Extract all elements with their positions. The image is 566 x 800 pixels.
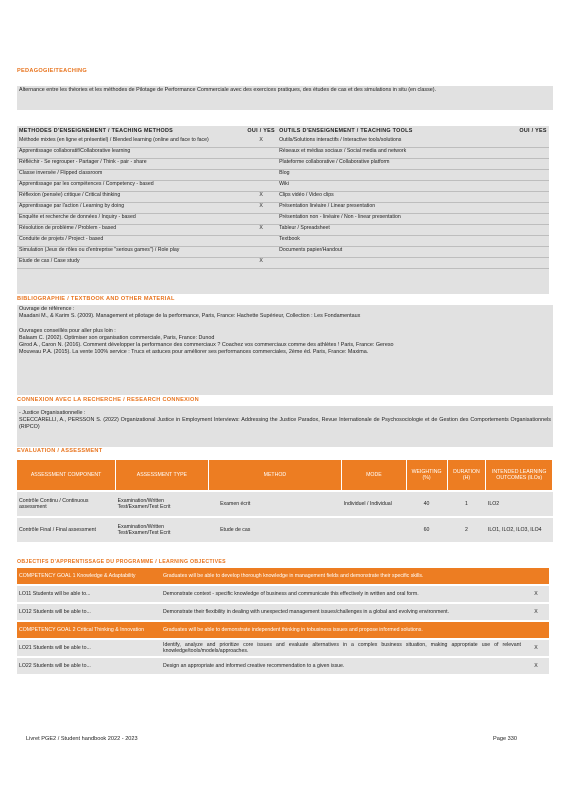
evaluation-block xyxy=(17,460,553,542)
methods-col-header: METHODES D'ENSEIGNEMENT / TEACHING METHODS xyxy=(19,128,174,134)
eval-header: ASSESSMENT TYPE xyxy=(116,460,208,491)
eval-method: Examen écrit xyxy=(208,491,342,517)
eval-component: Contrôle Final / Final assessment xyxy=(17,517,116,542)
eval-header: DURATION (H) xyxy=(447,460,486,491)
tools-yes-header: OUI / YES xyxy=(519,128,547,134)
eval-type: Examination/Written Test/Examen/Test Ecrit xyxy=(116,517,208,542)
objectives-block xyxy=(17,566,549,674)
biblio-adv2: Girod A., Caron N. (2016). Comment développer la performance des commerciaux ? Coachez vos commerciaux comme des athlètes ! Paris, France: Gereso xyxy=(19,341,394,348)
method-cell: Enquête et recherche de données / Inquiry - based xyxy=(17,213,245,224)
tool-yes-cell xyxy=(517,235,549,246)
table-row xyxy=(17,517,553,542)
objective-label: COMPETENCY GOAL 1 Knowledge & Adaptability xyxy=(17,567,161,585)
method-yes-cell xyxy=(245,235,277,246)
table-row xyxy=(17,224,549,235)
tool-yes-cell xyxy=(517,137,549,148)
research-heading: CONNEXION AVEC LA RECHERCHE / RESEARCH CONNEXION xyxy=(17,397,200,403)
method-yes-cell xyxy=(245,158,277,169)
objectives-table xyxy=(17,566,549,674)
evaluation-heading: EVALUATION / ASSESSMENT xyxy=(17,448,103,454)
methods-yes-header: OUI / YES xyxy=(247,128,275,134)
eval-header: MODE xyxy=(342,460,406,491)
eval-header: METHOD xyxy=(208,460,342,491)
method-cell: Simulation (Jeux de rôles ou d'entreprise "serious games") / Role play xyxy=(17,246,245,257)
method-cell: Conduite de projets / Project - based xyxy=(17,235,245,246)
objective-text: Identify, analyze and prioritize core issues and evaluate alternatives in a complex business situation, making appropriate use of relevant knowledge/tools/models/approaches. xyxy=(161,639,523,657)
eval-duration: 2 xyxy=(447,517,486,542)
tool-cell: Wiki xyxy=(277,180,517,191)
tools-col-header: OUTILS D'ENSEIGNEMENT / TEACHING TOOLS xyxy=(279,128,413,134)
biblio-adv-label: Ouvrages conseillés pour aller plus loin : xyxy=(19,327,116,334)
eval-mode xyxy=(342,517,406,542)
table-row xyxy=(17,491,553,517)
tool-cell: Plateforme collaborative / Collaborative platform xyxy=(277,158,517,169)
method-cell: Résolution de problème / Problem - based xyxy=(17,224,245,235)
page-number: Page 330 xyxy=(493,736,517,742)
objectives-heading: OBJECTIFS D'APPRENTISSAGE DU PROGRAMME / LEARNING OBJECTIVES xyxy=(17,559,226,565)
tool-cell: Clips vidéo / Video clips xyxy=(277,191,517,202)
method-yes-cell: X xyxy=(245,137,277,148)
competency-goal-row xyxy=(17,621,549,639)
tool-cell: Blog xyxy=(277,169,517,180)
objective-label: LO22 Students will be able to... xyxy=(17,657,161,674)
tool-cell: Tableur / Spreadsheet xyxy=(277,224,517,235)
method-cell: Apprentissage collaboratif/Collaborative learning xyxy=(17,147,245,158)
table-row xyxy=(17,180,549,191)
biblio-ref-label: Ouvrage de référence : xyxy=(19,306,75,312)
tool-cell: Présentation non - linéaire / Non - linear presentation xyxy=(277,213,517,224)
tool-yes-cell xyxy=(517,169,549,180)
competency-goal-row xyxy=(17,567,549,585)
tool-cell: Documents papier/Handout xyxy=(277,246,517,257)
method-yes-cell: X xyxy=(245,224,277,235)
tool-yes-cell xyxy=(517,147,549,158)
method-cell: Méthode mixtes (en ligne et présentiel) / Blended learning (online and face to face) xyxy=(17,137,245,148)
research-text: SCECCARELLI, A., PERSSON S. (2022) Organizational Justice in Employment Interviews: Addressing the Justice Paradox, Revue Internationale de Psychosociologie et de Gestion des Comportements Organisationnels (RIPCO) xyxy=(19,416,551,430)
biblio-ref: Maadani M., & Karim S. (2009). Management et pilotage de la performance, Paris, France: Hachette Supérieur, Collection : Les Fondamentaux xyxy=(19,312,361,319)
eval-duration: 1 xyxy=(447,491,486,517)
objective-text: Graduates will be able to develop thorough knowledge in management fields and demonstrate their specific skills. xyxy=(161,567,523,585)
objective-mark: X xyxy=(523,639,549,657)
table-row xyxy=(17,169,549,180)
method-yes-cell: X xyxy=(245,257,277,268)
table-row xyxy=(17,191,549,202)
objective-label: LO12 Students will be able to... xyxy=(17,603,161,621)
eval-header: WEIGHTING (%) xyxy=(406,460,447,491)
tool-cell: Textbook xyxy=(277,235,517,246)
eval-header: ASSESSMENT COMPONENT xyxy=(17,460,116,491)
learning-objective-row xyxy=(17,639,549,657)
learning-objective-row xyxy=(17,585,549,603)
method-yes-cell xyxy=(245,169,277,180)
method-yes-cell xyxy=(245,147,277,158)
research-label: - Justice Organisationnelle : xyxy=(19,410,86,416)
pedagogy-heading: PEDAGOGIE/TEACHING xyxy=(17,68,88,74)
eval-type: Examination/Written Test/Examen/Test Ecrit xyxy=(116,491,208,517)
objective-mark xyxy=(523,567,549,585)
pedagogy-text: Alternance entre les théories et les méthodes de Pilotage de Performance Commerciale avec des exercices pratiques, des études de cas et des simulations in situ (en classe). xyxy=(19,87,437,93)
evaluation-table xyxy=(17,460,553,542)
method-cell: Réflexion (pensée) critique / Critical thinking xyxy=(17,191,245,202)
tool-yes-cell xyxy=(517,246,549,257)
pedagogy-block xyxy=(17,86,553,110)
method-yes-cell xyxy=(245,180,277,191)
eval-weight: 40 xyxy=(406,491,447,517)
objective-mark: X xyxy=(523,603,549,621)
table-row xyxy=(17,147,549,158)
eval-mode: Individuel / Individual xyxy=(342,491,406,517)
eval-weight: 60 xyxy=(406,517,447,542)
table-row xyxy=(17,257,549,268)
objective-text: Design an appropriate and informed creative recommendation to a given issue. xyxy=(161,657,523,674)
objective-mark: X xyxy=(523,585,549,603)
method-cell: Apprentissage par l'action / Learning by doing xyxy=(17,202,245,213)
table-row xyxy=(17,246,549,257)
biblio-block xyxy=(17,305,553,395)
table-row xyxy=(17,158,549,169)
research-block xyxy=(17,406,553,447)
eval-component: Contrôle Continu / Continuous assessment xyxy=(17,491,116,517)
method-yes-cell xyxy=(245,213,277,224)
method-yes-cell: X xyxy=(245,191,277,202)
tool-cell: Outils/Solutions interactifs / Interactive tools/solutions xyxy=(277,137,517,148)
tool-cell: Réseaux et médias sociaux / Social media and network xyxy=(277,147,517,158)
biblio-adv3: Mouveau P.A. (2015). La vente 100% service : Trucs et astuces pour améliorer ses performances commerciales, 2ème éd. Paris, France: Maxima. xyxy=(19,348,369,355)
method-yes-cell: X xyxy=(245,202,277,213)
biblio-heading: BIBLIOGRAPHIE / TEXTBOOK AND OTHER MATERIAL xyxy=(17,296,175,302)
objective-mark xyxy=(523,621,549,639)
objective-text: Demonstrate their flexibility in dealing with unexpected management issues/challenges in a global and evolving environment. xyxy=(161,603,523,621)
tool-yes-cell xyxy=(517,213,549,224)
tool-yes-cell xyxy=(517,257,549,268)
objective-label: LO11 Students will be able to... xyxy=(17,585,161,603)
footer-left: Livret PGE2 / Student handbook 2022 - 2023 xyxy=(26,736,138,742)
table-row xyxy=(17,235,549,246)
tool-cell: Présentation linéaire / Linear presentation xyxy=(277,202,517,213)
objective-label: LO21 Students will be able to... xyxy=(17,639,161,657)
learning-objective-row xyxy=(17,603,549,621)
tool-yes-cell xyxy=(517,180,549,191)
learning-objective-row xyxy=(17,657,549,674)
method-cell: Apprentissage par les compétences / Competency - based xyxy=(17,180,245,191)
method-cell: Réfléchir - Se regrouper - Partager / Think - pair - share xyxy=(17,158,245,169)
table-row xyxy=(17,202,549,213)
tool-yes-cell xyxy=(517,202,549,213)
objective-label: COMPETENCY GOAL 2 Critical Thinking & Innovation xyxy=(17,621,161,639)
eval-header: INTENDED LEARNING OUTCOMES (ILOs) xyxy=(486,460,553,491)
tool-cell xyxy=(277,257,517,268)
eval-ilo: ILO1, ILO2, ILO3, ILO4 xyxy=(486,517,553,542)
method-cell: Classe inversée / Flipped classroom xyxy=(17,169,245,180)
table-row xyxy=(17,137,549,148)
methods-table xyxy=(17,126,549,269)
tool-yes-cell xyxy=(517,158,549,169)
eval-ilo: ILO2 xyxy=(486,491,553,517)
biblio-adv1: Balaam C. (2002). Optimiser son organisation commerciale, Paris, France: Dunod xyxy=(19,334,215,341)
method-yes-cell xyxy=(245,246,277,257)
objective-mark: X xyxy=(523,657,549,674)
methods-table-block xyxy=(17,126,549,294)
tool-yes-cell xyxy=(517,191,549,202)
objective-text: Graduates will be able to demonstrate independent thinking in tobusiness issues and propose informed solutions. xyxy=(161,621,523,639)
method-cell: Etude de cas / Case study xyxy=(17,257,245,268)
eval-method: Etude de cas xyxy=(208,517,342,542)
table-row xyxy=(17,213,549,224)
tool-yes-cell xyxy=(517,224,549,235)
objective-text: Demonstrate context - specific knowledge of business and communicate this effectively in written and oral form. xyxy=(161,585,523,603)
